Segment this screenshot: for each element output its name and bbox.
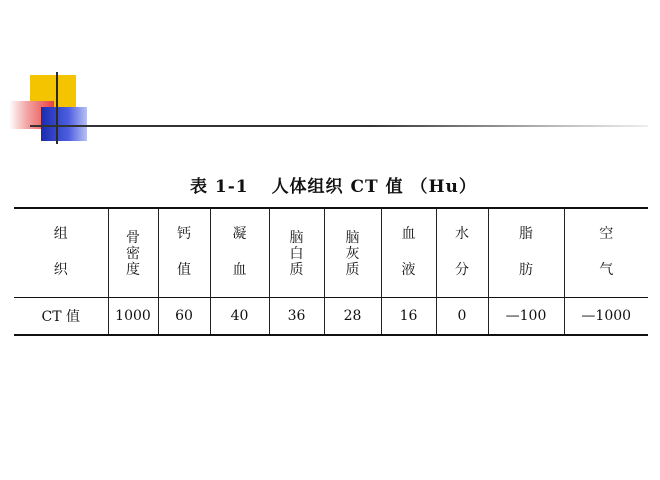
table-caption (190, 172, 477, 197)
header-char: 液 (401, 262, 416, 278)
header-char: 气 (599, 262, 614, 278)
header-cell (324, 208, 381, 298)
value-cell: —100 (488, 298, 564, 336)
header-char: 织 (53, 262, 68, 278)
value-cell: 16 (381, 298, 436, 336)
header-char: 度 (126, 262, 140, 278)
header-char: 灰 (345, 246, 360, 262)
header-char: 肪 (519, 262, 533, 278)
header-char: 质 (345, 262, 360, 278)
header-char: 血 (401, 226, 416, 242)
header-cell (436, 208, 488, 298)
header-cell (269, 208, 324, 298)
header-char: 骨 (126, 230, 140, 246)
value-cell: —1000 (564, 298, 648, 336)
value-cell: 40 (210, 298, 269, 336)
decor-horizontal-rule (30, 125, 648, 127)
header-char: 脂 (519, 226, 533, 242)
decor-blue-square (41, 107, 87, 141)
header-char: 血 (232, 262, 247, 278)
value-cell: 0 (436, 298, 488, 336)
header-cell (210, 208, 269, 298)
table-title: 人体组织 CT 值 （Hu） (271, 177, 477, 197)
table-number: 表 1-1 (190, 177, 249, 197)
header-char: 分 (455, 262, 469, 278)
header-char: 空 (599, 226, 614, 242)
value-cell: 1000 (108, 298, 158, 336)
header-cell (14, 208, 108, 298)
header-cell (381, 208, 436, 298)
header-char: 脑 (289, 230, 304, 246)
header-char: 质 (289, 262, 304, 278)
header-cell (564, 208, 648, 298)
value-cell: 60 (158, 298, 210, 336)
table-header-row (14, 208, 648, 298)
header-char: 白 (289, 246, 304, 262)
header-char: 密 (126, 246, 140, 262)
header-cell (158, 208, 210, 298)
header-cell (488, 208, 564, 298)
ct-value-table (14, 207, 648, 336)
header-char: 脑 (345, 230, 360, 246)
decor-vertical-line (56, 72, 58, 144)
header-char: 水 (455, 226, 469, 242)
header-char: 钙 (177, 226, 191, 242)
row-label-cell: CT 值 (14, 298, 108, 336)
table-row (14, 298, 648, 336)
header-char: 值 (177, 262, 191, 278)
header-char: 凝 (232, 226, 247, 242)
value-cell: 36 (269, 298, 324, 336)
header-cell (108, 208, 158, 298)
value-cell: 28 (324, 298, 381, 336)
header-char: 组 (53, 226, 68, 242)
